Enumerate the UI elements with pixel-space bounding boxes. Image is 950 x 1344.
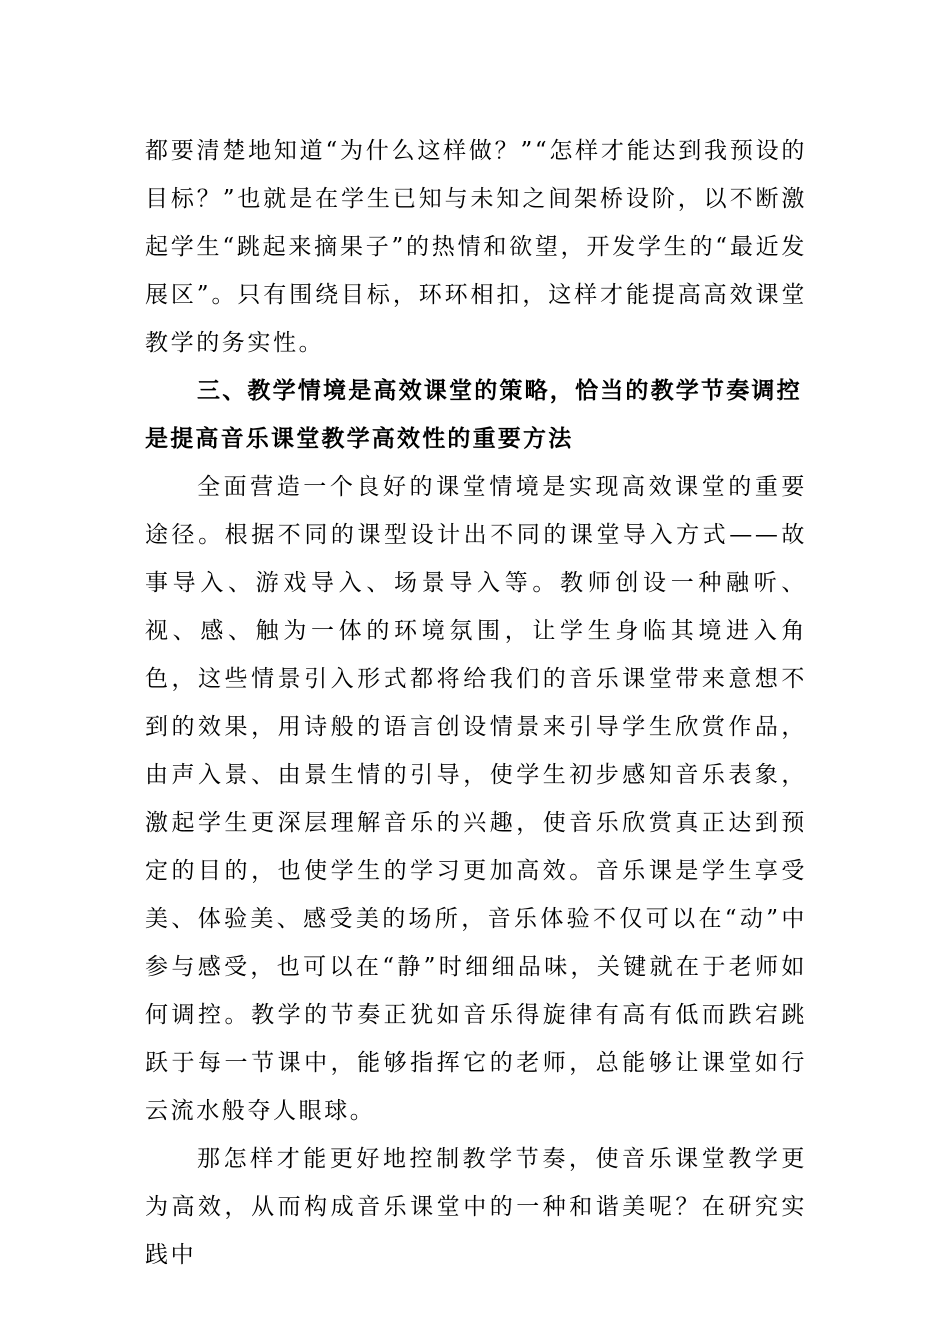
section-heading-3: 三、教学情境是高效课堂的策略，恰当的教学节奏调控是提高音乐课堂教学高效性的重要方法 <box>145 378 802 452</box>
paragraph-teaching-rhythm: 那怎样才能更好地控制教学节奏，使音乐课堂教学更为高效，从而构成音乐课堂中的一种和谐美呢？在研究实践中 <box>145 1146 807 1268</box>
document-body <box>145 127 807 1279</box>
paragraph-classroom-situation: 全面营造一个良好的课堂情境是实现高效课堂的重要途径。根据不同的课型设计出不同的课堂导入方式——故事导入、游戏导入、场景导入等。教师创设一种融听、视、感、触为一体的环境氛围，让学生身临其境进入角色，这些情景引入形式都将给我们的音乐课堂带来意想不到的效果，用诗般的语言创设情景来引导学生欣赏作品，由声入景、由景生情的引导，使学生初步感知音乐表象，激起学生更深层理解音乐的兴趣，使音乐欣赏真正达到预定的目的，也使学生的学习更加高效。音乐课是学生享受美、体验美、感受美的场所，音乐体验不仅可以在“动”中参与感受，也可以在“静”时细细品味，关键就在于老师如何调控。教学的节奏正犹如音乐得旋律有高有低而跌宕跳跃于每一节课中，能够指挥它的老师，总能够让课堂如行云流水般夺人眼球。 <box>145 474 807 1124</box>
paragraph-continuation: 都要清楚地知道“为什么这样做？”“怎样才能达到我预设的目标？”也就是在学生已知与未知之间架桥设阶，以不断激起学生“跳起来摘果子”的热情和欲望，开发学生的“最近发展区”。只有围绕目标，环环相扣，这样才能提高高效课堂教学的务实性。 <box>145 138 807 356</box>
